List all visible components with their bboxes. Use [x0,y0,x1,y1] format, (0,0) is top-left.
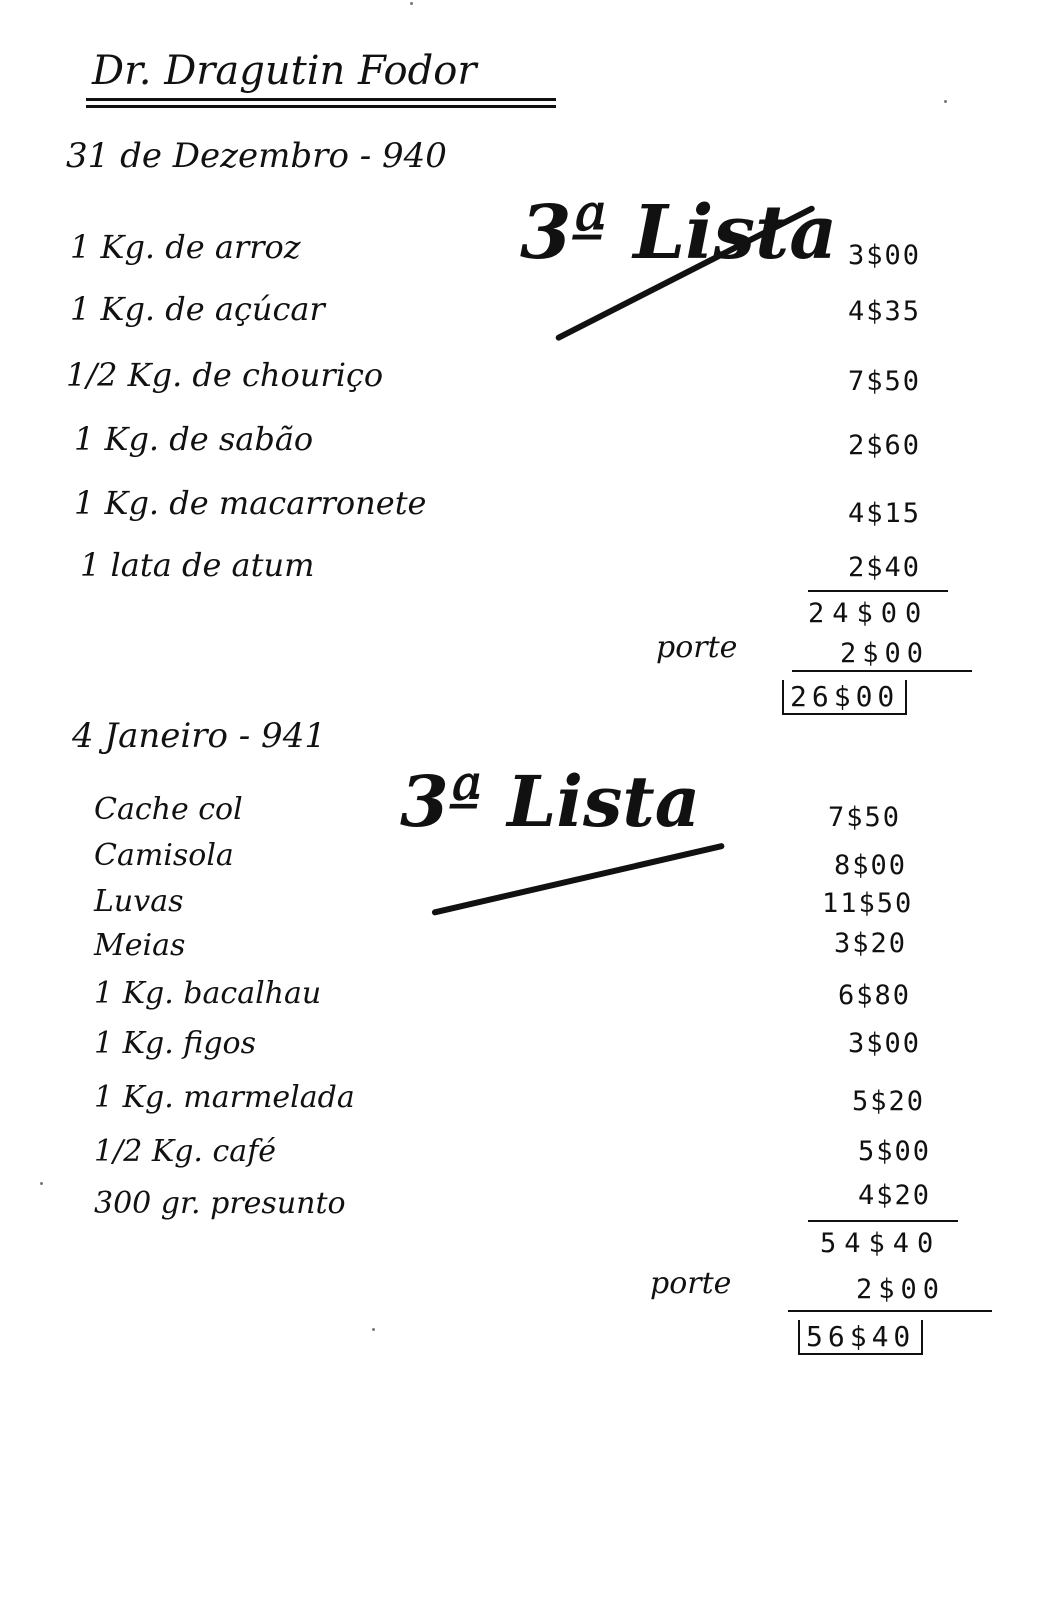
list2-item: Cache col [94,792,243,827]
list2-item: 1 Kg. marmelada [94,1080,355,1115]
list2-item: Luvas [94,884,184,919]
list2-total: 56$40 [798,1320,923,1355]
list1-price: 7$50 [848,366,922,397]
list1-price: 2$60 [848,430,922,461]
title-underline-double [86,105,556,108]
list2-total-line [788,1310,992,1312]
list2-price: 3$20 [834,928,908,959]
list1-price: 4$15 [848,498,922,529]
list1-price: 3$00 [848,240,922,271]
list1-item: 1/2 Kg. de chouriço [66,356,384,394]
scan-speck [372,1328,375,1331]
list1-total-line [792,670,972,672]
scan-speck [40,1182,43,1185]
list2-price: 4$20 [858,1180,932,1211]
scan-speck [410,2,413,5]
list1-item: 1 Kg. de sabão [74,420,314,458]
list1-subtotal: 24$00 [808,598,930,629]
scan-speck [944,100,947,103]
list1-date: 31 de Dezembro - 940 [66,136,447,176]
list1-porte: 2$00 [840,638,930,669]
list1-item: 1 lata de atum [80,546,315,584]
list2-item: Camisola [94,838,234,873]
list2-price: 5$00 [858,1136,932,1167]
list2-price: 8$00 [834,850,908,881]
list2-item: 1 Kg. bacalhau [94,976,322,1011]
list1-price: 2$40 [848,552,922,583]
list2-porte-label: porte [650,1266,732,1301]
list1-item: 1 Kg. de macarronete [74,484,427,522]
list2-price: 7$50 [828,802,902,833]
list2-porte: 2$00 [856,1274,946,1305]
list1-porte-label: porte [656,630,738,665]
list1-price: 4$35 [848,296,922,327]
list2-subtotal: 54$40 [820,1228,942,1259]
list1-sum-line [808,590,948,592]
list2-price: 6$80 [838,980,912,1011]
list2-item: 300 gr. presunto [94,1186,346,1221]
list1-item: 1 Kg. de açúcar [70,290,325,328]
list2-mark-stroke [431,843,725,916]
list2-date: 4 Janeiro - 941 [72,716,326,756]
list2-price: 11$50 [822,888,914,919]
list2-sum-line [808,1220,958,1222]
list2-item: Meias [94,928,186,963]
list2-mark: 3ª Lista [400,760,701,843]
list1-total: 26$00 [782,680,907,715]
list2-item: 1/2 Kg. café [94,1134,277,1169]
list1-mark: 3ª Lista [520,190,838,276]
list1-item: 1 Kg. de arroz [70,228,301,266]
title-underline [86,98,556,101]
list2-price: 3$00 [848,1028,922,1059]
document-title: Dr. Dragutin Fodor [92,48,477,94]
list2-item: 1 Kg. figos [94,1026,256,1061]
list2-price: 5$20 [852,1086,926,1117]
